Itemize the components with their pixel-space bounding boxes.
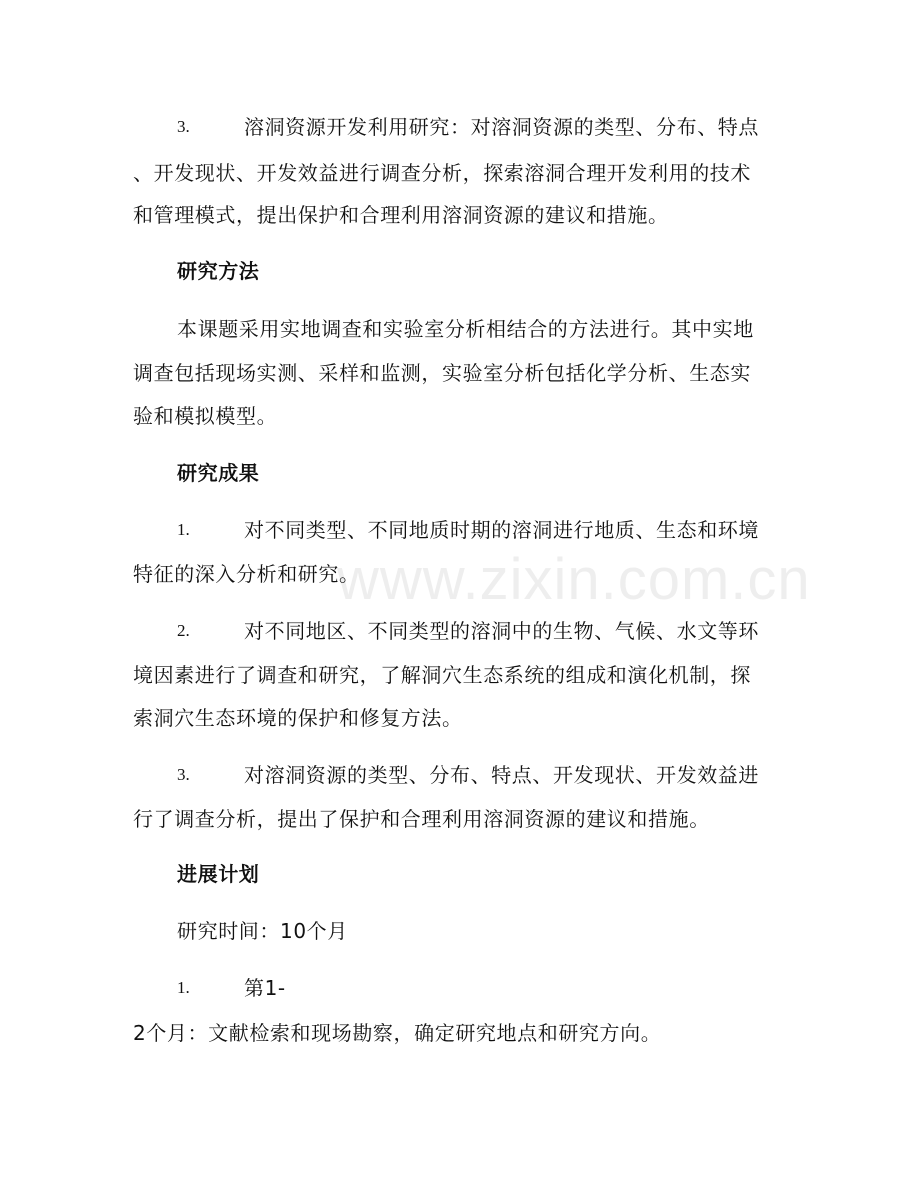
section-heading: 研究成果 [177, 461, 260, 485]
paragraph-line: 行了调查分析，提出了保护和合理利用溶洞资源的建议和措施。 [133, 807, 710, 831]
paragraph-line: 和管理模式，提出保护和合理利用溶洞资源的建议和措施。 [133, 203, 669, 227]
list-number: 3. [177, 765, 190, 784]
paragraph-line: 验和模拟模型。 [133, 404, 278, 428]
watermark: www.zixin.com.cn [337, 547, 811, 612]
paragraph-line: 研究时间：10个月 [177, 919, 348, 943]
paragraph-line: 溶洞资源开发利用研究：对溶洞资源的类型、分布、特点 [244, 115, 759, 139]
section-heading: 进展计划 [177, 862, 260, 886]
paragraph-line: 、开发现状、开发效益进行调查分析，探索溶洞合理开发利用的技术 [133, 161, 751, 185]
list-number: 1. [177, 520, 190, 539]
paragraph-line: 调查包括现场实测、采样和监测，实验室分析包括化学分析、生态实 [133, 361, 751, 385]
paragraph-line: 本课题采用实地调查和实验室分析相结合的方法进行。其中实地 [177, 317, 754, 341]
section-heading: 研究方法 [177, 259, 260, 283]
list-number: 1. [177, 978, 190, 997]
paragraph-line: 特征的深入分析和研究。 [133, 562, 360, 586]
paragraph-line: 索洞穴生态环境的保护和修复方法。 [133, 706, 463, 730]
paragraph-line: 境因素进行了调查和研究，了解洞穴生态系统的组成和演化机制，探 [133, 663, 751, 687]
list-number: 2. [177, 621, 190, 640]
paragraph-line: 对不同地区、不同类型的溶洞中的生物、气候、水文等环 [244, 619, 759, 643]
paragraph-line: 对溶洞资源的类型、分布、特点、开发现状、开发效益进 [244, 763, 759, 787]
list-number: 3. [177, 117, 190, 136]
paragraph-line: 2个月：文献检索和现场勘察，确定研究地点和研究方向。 [133, 1021, 662, 1045]
paragraph-line: 第1- [244, 976, 286, 1000]
paragraph-line: 对不同类型、不同地质时期的溶洞进行地质、生态和环境 [244, 518, 759, 542]
